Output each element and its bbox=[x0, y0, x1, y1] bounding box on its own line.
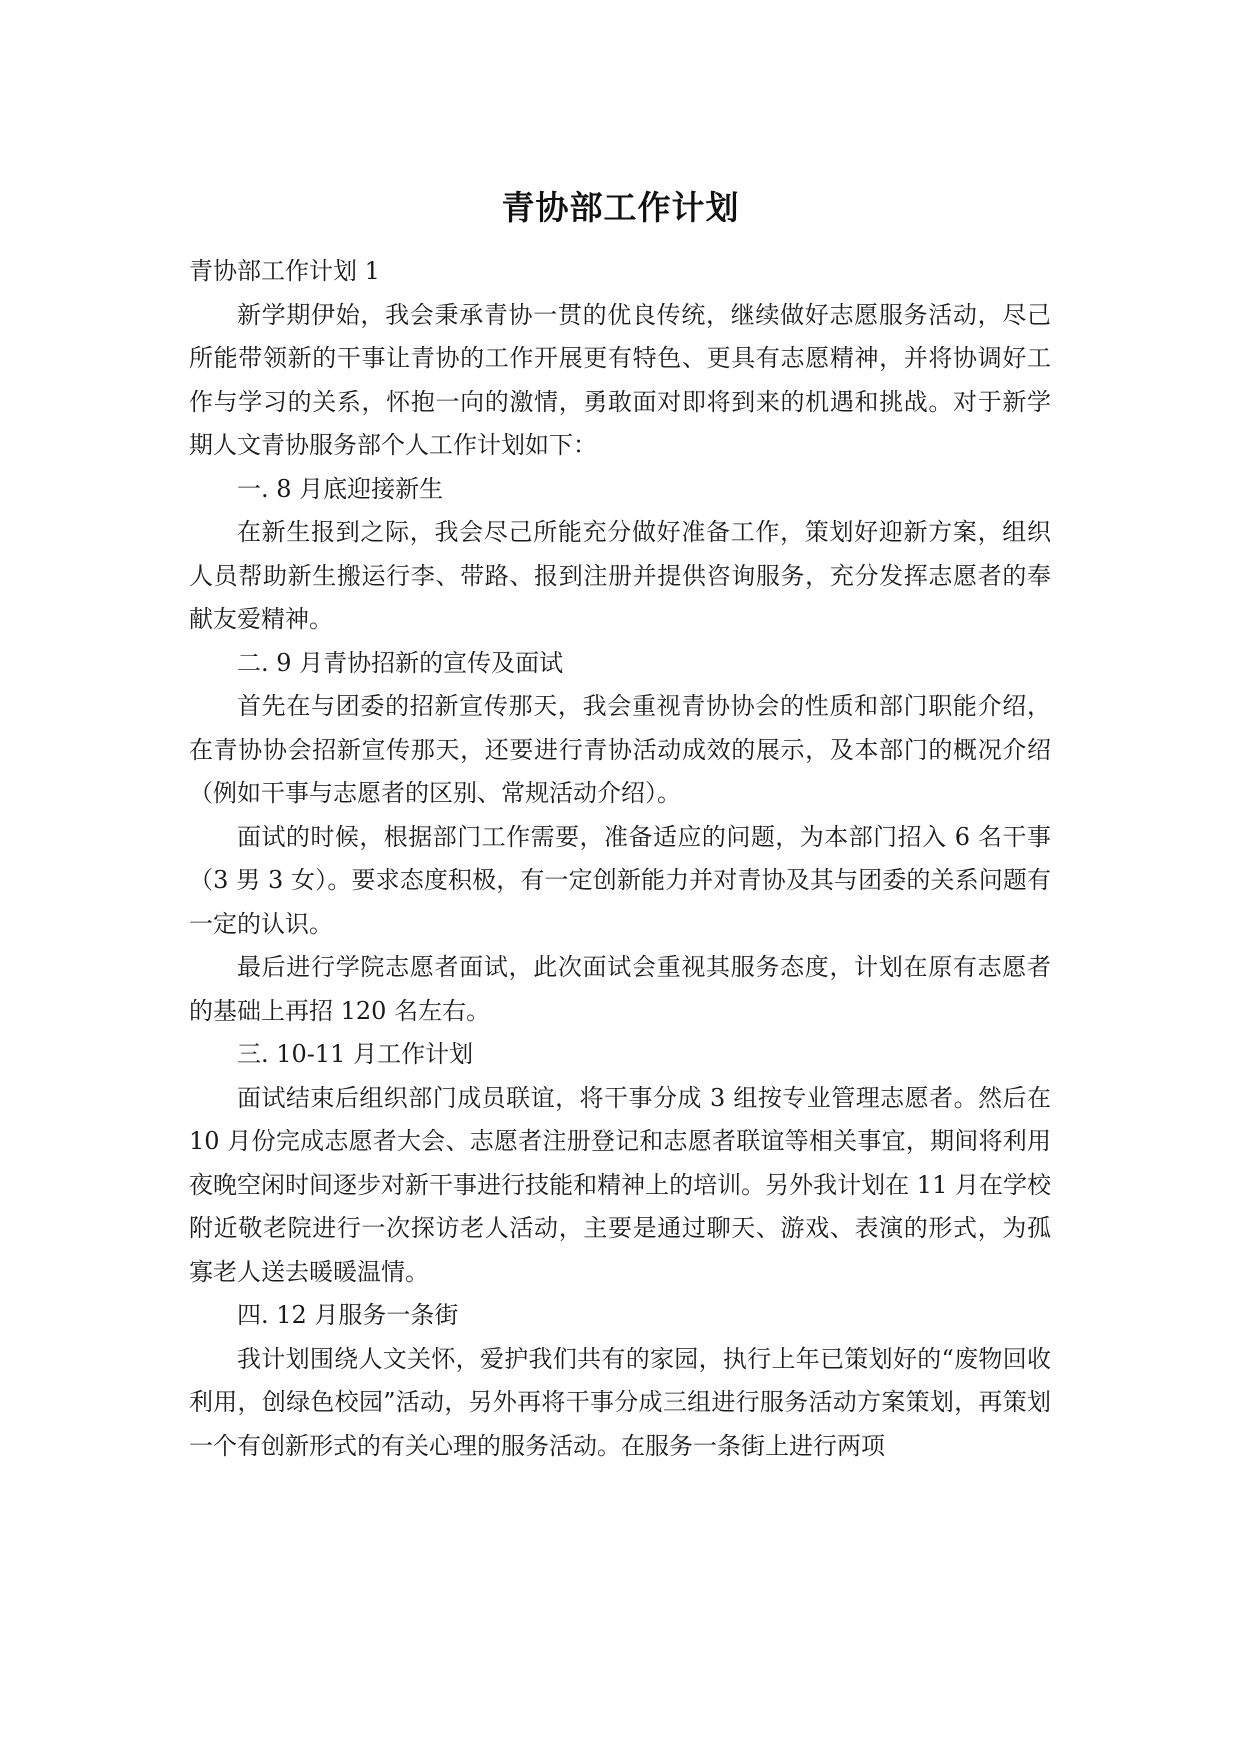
section-heading-december: 四. 12 月服务一条街 bbox=[237, 1301, 459, 1329]
section-heading-august: 一. 8 月底迎接新生 bbox=[237, 474, 444, 503]
document-title: 青协部工作计划 bbox=[501, 188, 740, 227]
section-heading-oct-nov: 三. 10-11 月工作计划 bbox=[237, 1040, 474, 1068]
paragraph-welcome-students: 在新生报到之际，我会尽己所能充分做好准备工作，策划好迎新方案，组织人员帮助新生搬运行李、带路、报到注册并提供咨询服务，充分发挥志愿者的奉献友爱精神。 bbox=[189, 518, 1051, 633]
paragraph-volunteer-interview: 最后进行学院志愿者面试，此次面试会重视其服务态度，计划在原有志愿者的基础上再招 120 名左右。 bbox=[189, 953, 1051, 1025]
paragraph-oct-nov-plan: 面试结束后组织部门成员联谊，将干事分成 3 组按专业管理志愿者。然后在 10 月份完成志愿者大会、志愿者注册登记和志愿者联谊等相关事宜，期间将利用夜晚空闲时间逐步对新干事进行技能和精神上的培训。另外我计划在 11 月在学校附近敬老院进行一次探访老人活动，主要是通过聊天、游戏、表演的形式，为孤寡老人送去暖暖温情。 bbox=[189, 1083, 1051, 1286]
document-body bbox=[189, 250, 1051, 1468]
subheading-plan-1: 青协部工作计划 1 bbox=[189, 257, 380, 285]
section-heading-september: 二. 9 月青协招新的宣传及面试 bbox=[237, 648, 564, 677]
paragraph-interview: 面试的时候，根据部门工作需要，准备适应的问题，为本部门招入 6 名干事（3 男 3 女）。要求态度积极，有一定创新能力并对青协及其与团委的关系问题有一定的认识。 bbox=[189, 822, 1051, 938]
paragraph-recruit-publicity: 首先在与团委的招新宣传那天，我会重视青协协会的性质和部门职能介绍，在青协协会招新宣传那天，还要进行青协活动成效的展示，及本部门的概况介绍（例如干事与志愿者的区别、常规活动介绍）。 bbox=[189, 692, 1051, 807]
paragraph-december-plan: 我计划围绕人文关怀，爱护我们共有的家园，执行上年已策划好的“废物回收利用，创绿色校园”活动，另外再将干事分成三组进行服务活动方案策划，再策划一个有创新形式的有关心理的服务活动。在服务一条街上进行两项 bbox=[189, 1344, 1051, 1460]
paragraph-intro: 新学期伊始，我会秉承青协一贯的优良传统，继续做好志愿服务活动，尽己所能带领新的干事让青协的工作开展更有特色、更具有志愿精神，并将协调好工作与学习的关系，怀抱一向的激情，勇敢面对即将到来的机遇和挑战。对于新学期人文青协服务部个人工作计划如下： bbox=[189, 300, 1051, 459]
